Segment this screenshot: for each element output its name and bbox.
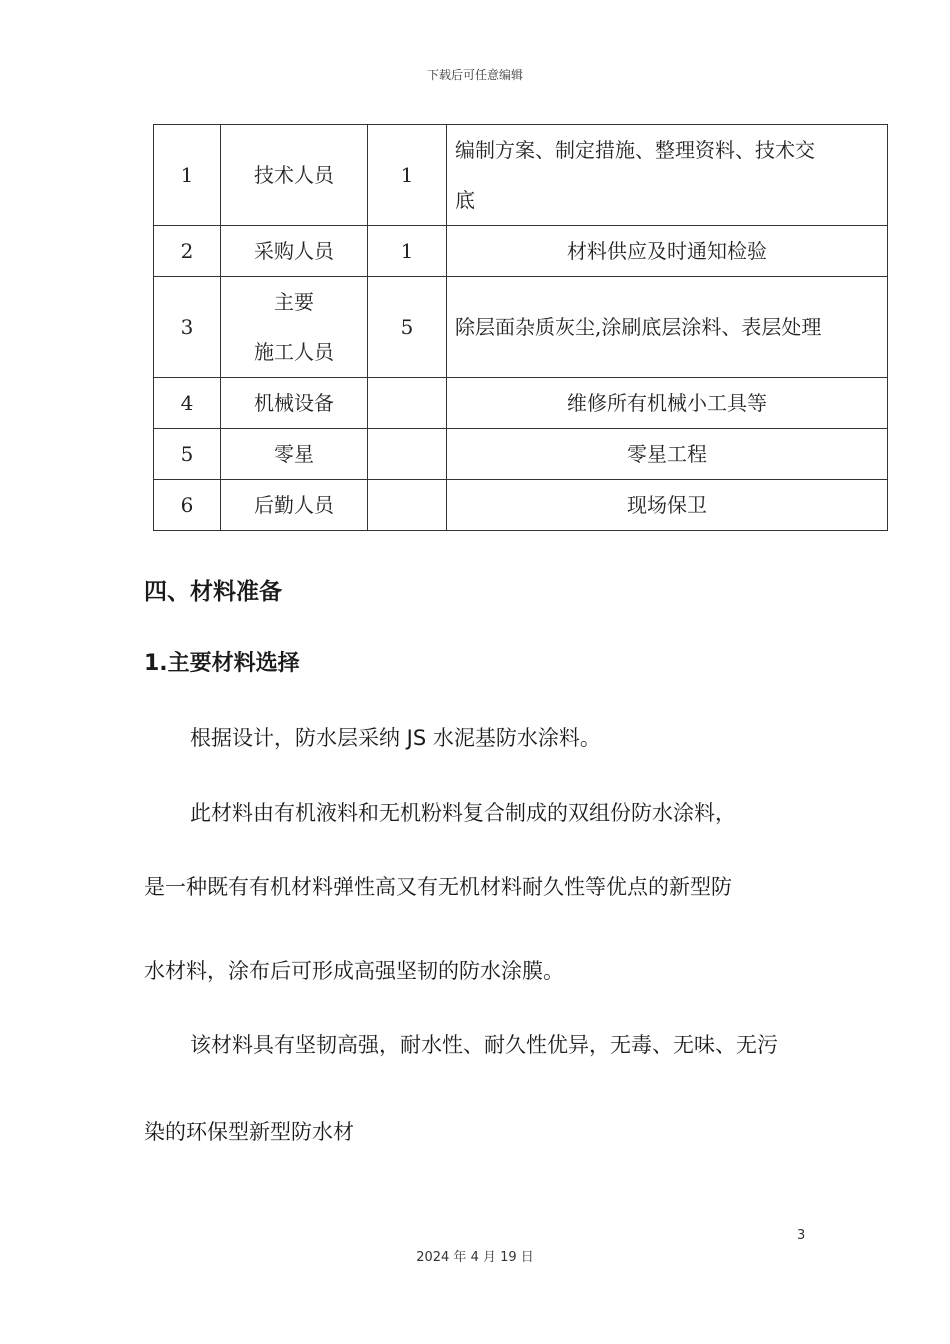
header-note: 下载后可任意编辑 [426, 68, 523, 82]
table-row [154, 378, 888, 429]
row-duty: 零星工程 [447, 429, 888, 480]
table-row [154, 429, 888, 480]
staff-table [153, 124, 888, 531]
row-number: 5 [154, 429, 221, 480]
row-count [368, 378, 447, 429]
row-duty: 维修所有机械小工具等 [447, 378, 888, 429]
row-number: 4 [154, 378, 221, 429]
sub-section-title: 1.主要材料选择 [144, 651, 300, 676]
row-duty: 材料供应及时通知检验 [447, 226, 888, 277]
table-row [154, 125, 888, 226]
row-count [368, 480, 447, 531]
paragraph-line: 水材料，涂布后可形成高强坚韧的防水涂膜。 [144, 959, 564, 983]
section-title: 四、材料准备 [144, 579, 282, 605]
row-role [221, 277, 368, 378]
row-count: 1 [368, 125, 447, 226]
row-duty-line: 编制方案、制定措施、整理资料、技术交 [455, 138, 815, 162]
row-role: 后勤人员 [221, 480, 368, 531]
row-count [368, 429, 447, 480]
row-role: 技术人员 [221, 125, 368, 226]
row-count: 5 [368, 277, 447, 378]
row-role: 零星 [221, 429, 368, 480]
row-role-line: 施工人员 [254, 340, 334, 364]
row-role: 机械设备 [221, 378, 368, 429]
footer-date: 2024 年 4 月 19 日 [416, 1250, 534, 1265]
table-row [154, 277, 888, 378]
row-number: 3 [154, 277, 221, 378]
table-row [154, 480, 888, 531]
row-number: 6 [154, 480, 221, 531]
paragraph: 此材料由有机液料和无机粉料复合制成的双组份防水涂料， [190, 801, 736, 825]
table-row [154, 226, 888, 277]
paragraph-line: 染的环保型新型防水材 [144, 1120, 354, 1144]
paragraph-line: 是一种既有有机材料弹性高又有无机材料耐久性等优点的新型防 [144, 875, 732, 899]
row-count: 1 [368, 226, 447, 277]
row-duty [447, 125, 888, 226]
row-role-line: 主要 [274, 290, 314, 314]
row-number: 1 [154, 125, 221, 226]
row-number: 2 [154, 226, 221, 277]
row-duty: 现场保卫 [447, 480, 888, 531]
row-role: 采购人员 [221, 226, 368, 277]
paragraph: 根据设计，防水层采纳 JS 水泥基防水涂料。 [190, 726, 601, 750]
row-duty: 除层面杂质灰尘,涂刷底层涂料、表层处理 [447, 277, 888, 378]
row-duty-line: 底 [455, 188, 475, 212]
paragraph: 该材料具有坚韧高强，耐水性、耐久性优异，无毒、无味、无污 [190, 1033, 778, 1057]
page-number: 3 [797, 1228, 806, 1243]
